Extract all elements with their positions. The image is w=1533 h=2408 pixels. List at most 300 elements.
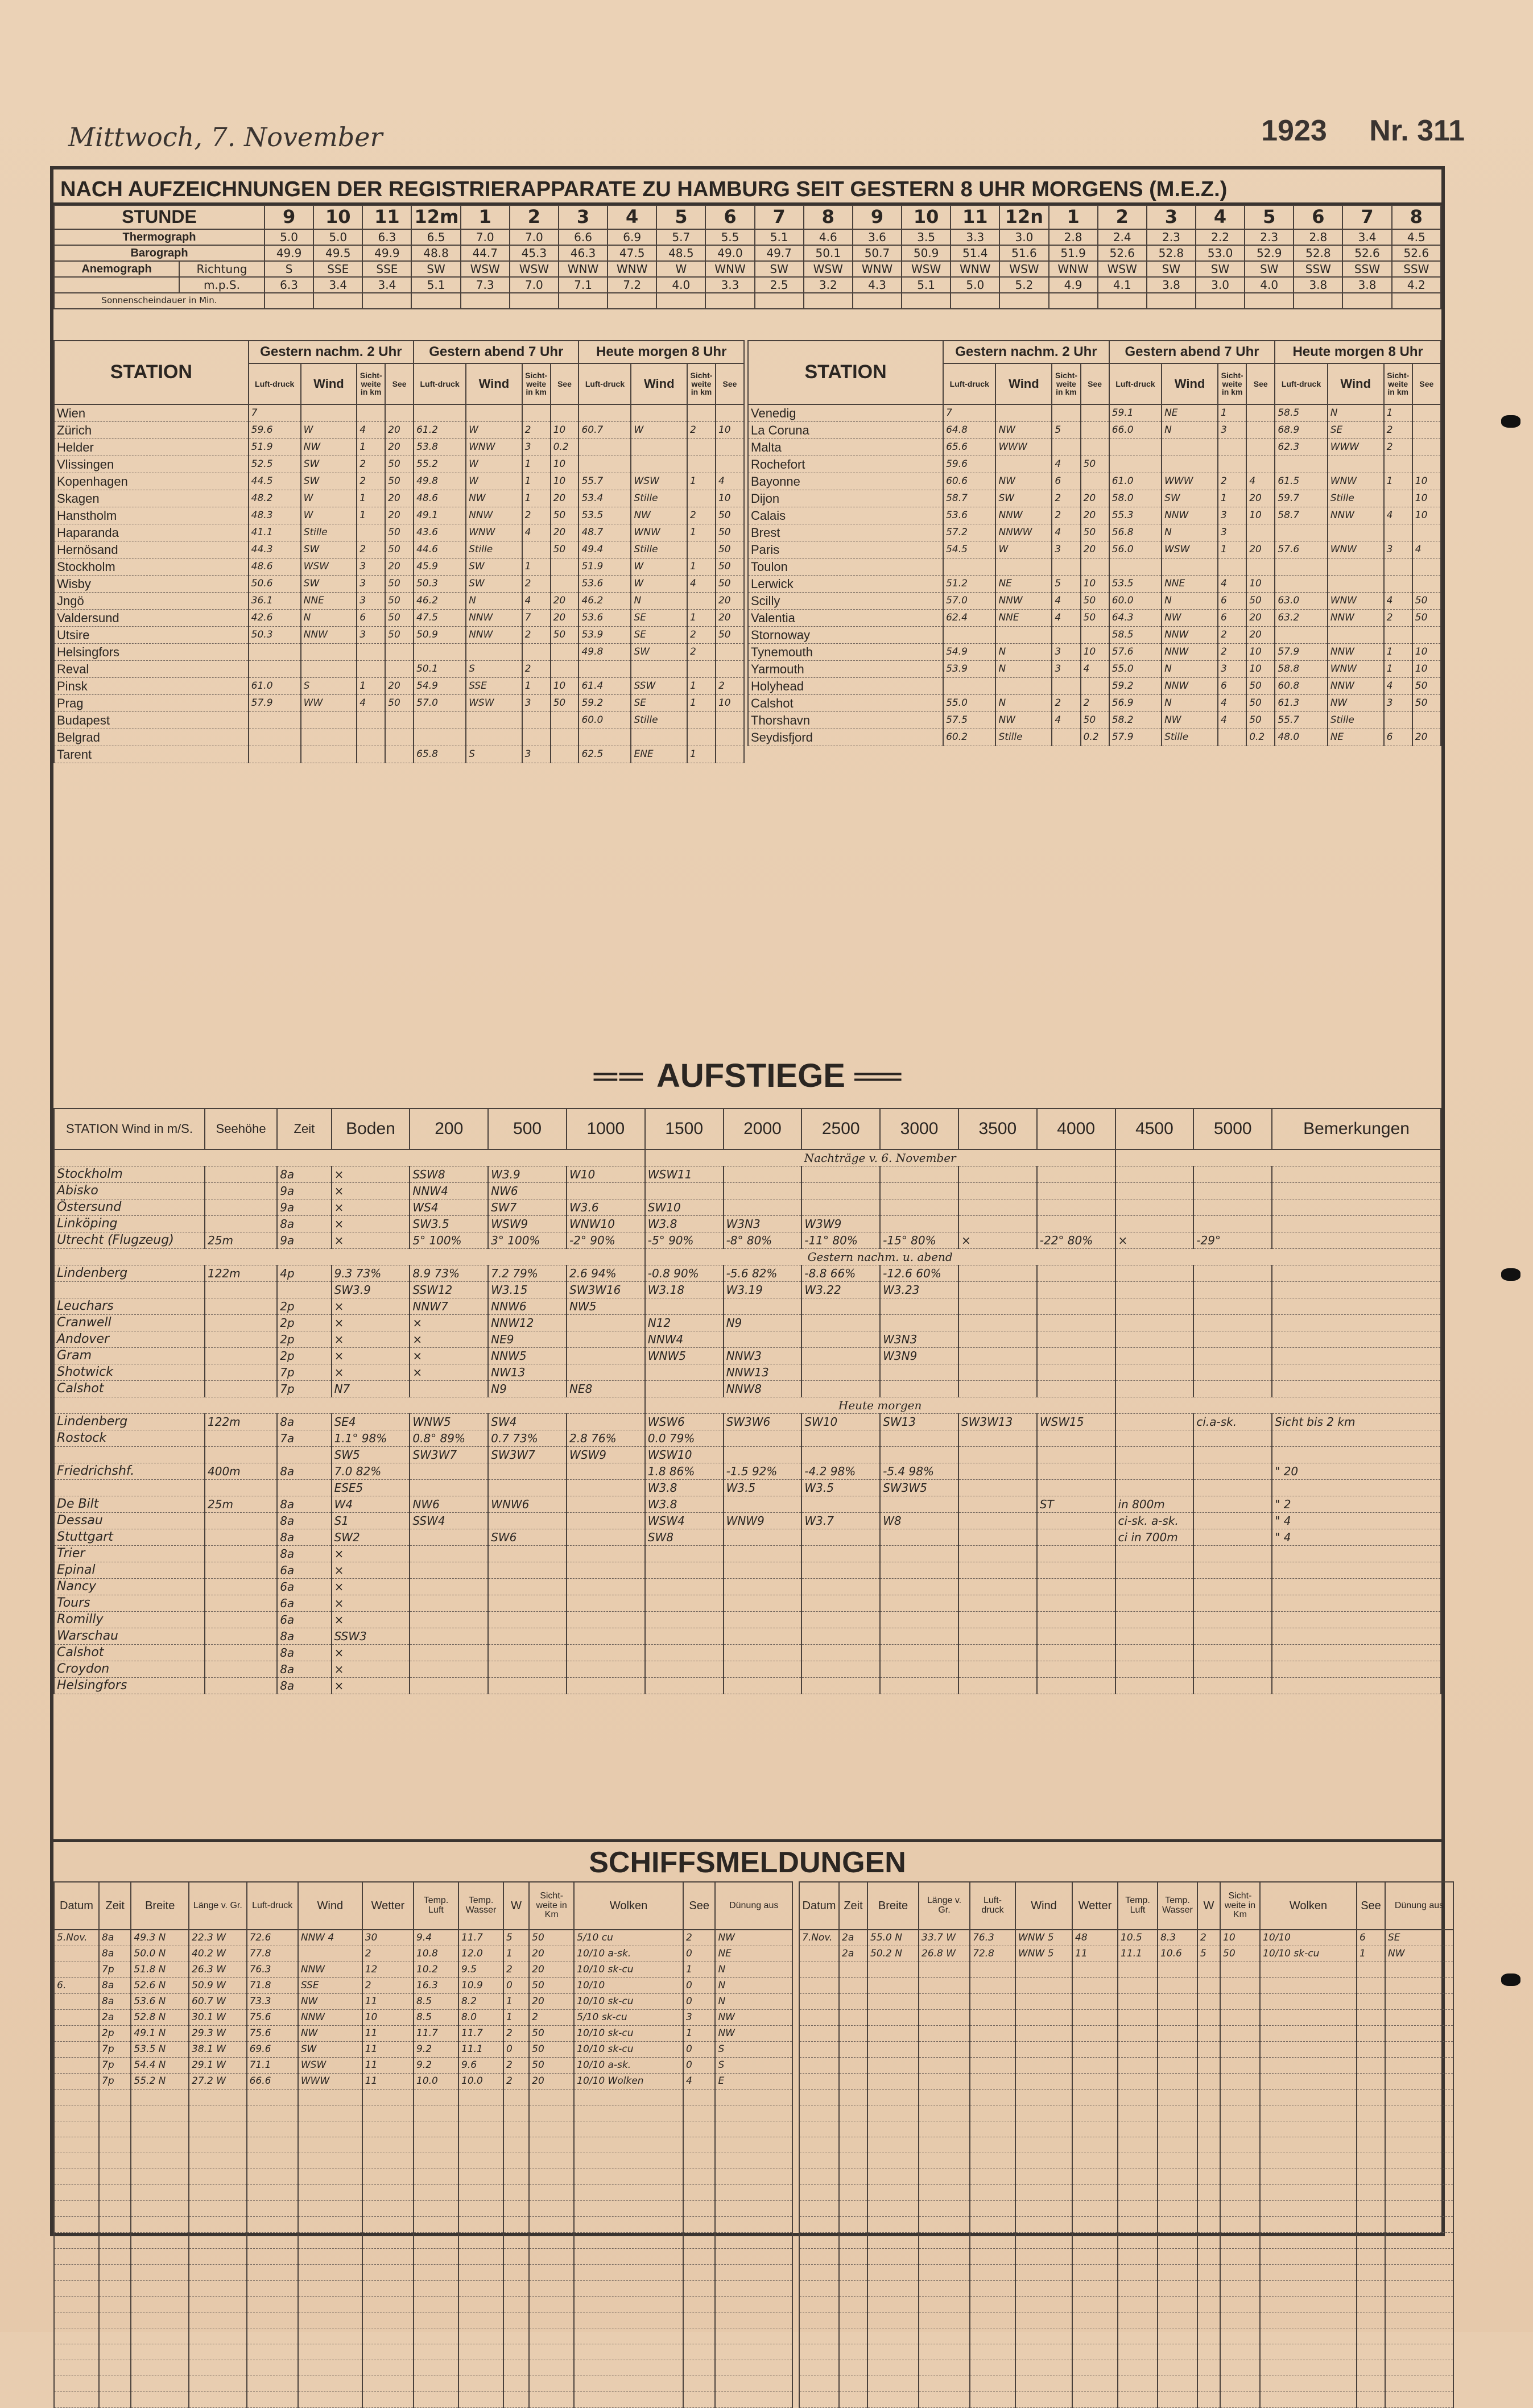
station-value <box>1109 439 1162 456</box>
aufstiege-value: 9a <box>277 1199 331 1216</box>
aufstiege-value <box>645 1595 724 1612</box>
barograph-cell: 51.6 <box>999 245 1048 261</box>
station-value: 1 <box>522 678 551 695</box>
aufstiege-station: Gram <box>54 1348 205 1364</box>
aufstiege-value <box>1193 1331 1272 1348</box>
subheader-luft: Luft-druck <box>414 363 466 404</box>
schiff-row <box>54 2312 792 2328</box>
schiff-row <box>54 2217 792 2233</box>
sonne-cell <box>1342 293 1391 309</box>
schiff-empty <box>1158 2042 1197 2058</box>
aufstiege-value <box>277 1480 331 1496</box>
schiff-empty <box>458 2201 503 2217</box>
station-value <box>1275 456 1327 473</box>
aufstiege-value: × <box>332 1232 410 1249</box>
schiff-value: 2a <box>99 2010 131 2026</box>
issue-number: Nr. 311 <box>1369 114 1465 147</box>
schiff-empty <box>919 2169 970 2185</box>
station-value: 50 <box>1246 695 1275 712</box>
station-value: NW <box>301 439 357 456</box>
aufstiege-value: NW6 <box>410 1496 488 1513</box>
schiff-empty <box>1197 2328 1220 2344</box>
station-value <box>687 490 716 507</box>
aufstiege-value <box>410 1381 488 1397</box>
aufstiege-value <box>1272 1199 1441 1216</box>
schiff-header: Temp. Wasser <box>1158 1882 1197 1930</box>
aufstiege-value: 2p <box>277 1348 331 1364</box>
station-value: 48.0 <box>1275 729 1327 746</box>
station-name: Helder <box>54 439 249 456</box>
station-value <box>995 558 1052 576</box>
aufstiege-value <box>801 1661 880 1678</box>
station-row <box>748 695 1441 712</box>
aufstiege-value: W3.19 <box>724 1282 802 1298</box>
schiff-row <box>799 2392 1453 2408</box>
schiff-empty <box>298 2233 362 2249</box>
station-value: 20 <box>1246 541 1275 558</box>
station-value <box>249 729 301 746</box>
schiff-value: 5/10 cu <box>574 1930 683 1946</box>
barograph-cell: 48.5 <box>656 245 705 261</box>
barograph-cell: 52.8 <box>1294 245 1342 261</box>
station-name: Helsingfors <box>54 644 249 661</box>
schiff-empty <box>1118 1962 1158 1978</box>
aufstiege-header: Seehöhe <box>205 1108 277 1149</box>
schiff-empty <box>683 2328 715 2344</box>
station-name: Scilly <box>748 593 943 610</box>
station-value: SE <box>631 610 687 627</box>
barograph-cell: 44.7 <box>461 245 510 261</box>
schiff-empty <box>1118 2153 1158 2169</box>
schiff-value: S <box>715 2042 792 2058</box>
schiff-empty <box>1072 2233 1118 2249</box>
aufstiege-value: ci in 700m <box>1115 1529 1194 1546</box>
aufstiege-value <box>645 1546 724 1562</box>
aufstiege-value <box>1037 1364 1115 1381</box>
aufstiege-value <box>1193 1579 1272 1595</box>
schiff-empty <box>54 2217 99 2233</box>
schiff-header: W <box>1197 1882 1220 1930</box>
schiff-value: 20 <box>529 1962 574 1978</box>
station-value: W <box>466 422 522 439</box>
schiff-empty <box>298 2090 362 2105</box>
station-name: Thorshavn <box>748 712 943 729</box>
richtung-cell: S <box>265 261 313 277</box>
schiff-empty <box>99 2376 131 2392</box>
schiff-empty <box>1015 2376 1072 2392</box>
aufstiege-value <box>410 1661 488 1678</box>
schiff-empty <box>1118 2010 1158 2026</box>
station-value <box>385 644 414 661</box>
schiff-empty <box>414 2121 458 2137</box>
schiff-empty <box>574 2201 683 2217</box>
schiff-empty <box>1357 2201 1385 2217</box>
schiff-header: Wetter <box>362 1882 414 1930</box>
station-value: 4 <box>1052 524 1080 541</box>
schiff-row <box>799 2169 1453 2185</box>
schiff-value: 4 <box>683 2074 715 2090</box>
schiff-empty <box>1220 2169 1260 2185</box>
station-value <box>522 541 551 558</box>
aufstiege-value: 7.2 79% <box>488 1265 567 1282</box>
schiff-value <box>54 2026 99 2042</box>
station-value: 66.0 <box>1109 422 1162 439</box>
aufstiege-value: W3N3 <box>880 1331 958 1348</box>
barograph-cell: 46.3 <box>559 245 608 261</box>
schiff-empty <box>1357 2169 1385 2185</box>
sonne-cell <box>1245 293 1294 309</box>
schiff-empty <box>919 2105 970 2121</box>
aufstiege-value <box>880 1612 958 1628</box>
station-value <box>716 746 744 763</box>
row-label: STUNDE <box>54 205 265 229</box>
station-value: 58.0 <box>1109 490 1162 507</box>
station-value: 65.6 <box>943 439 995 456</box>
aufstiege-value: 25m <box>205 1496 277 1513</box>
schiff-empty <box>1197 1994 1220 2010</box>
station-name: Belgrad <box>54 729 249 746</box>
schiff-empty <box>414 2201 458 2217</box>
schiff-empty <box>919 1978 970 1994</box>
schiff-empty <box>1357 2058 1385 2074</box>
schiff-empty <box>799 2169 839 2185</box>
schiff-value: 10.0 <box>458 2074 503 2090</box>
schiff-row <box>54 2090 792 2105</box>
station-value <box>1052 678 1080 695</box>
aufstiege-value: N9 <box>488 1381 567 1397</box>
schiff-empty <box>970 2297 1015 2312</box>
registrier-table <box>53 205 1441 309</box>
aufstiege-value <box>205 1562 277 1579</box>
station-value <box>1328 524 1384 541</box>
richtung-cell: WSW <box>999 261 1048 277</box>
schiff-empty <box>1015 2249 1072 2265</box>
schiff-empty <box>362 2090 414 2105</box>
aufstiege-value: W3.23 <box>880 1282 958 1298</box>
schiff-empty <box>867 2010 919 2026</box>
barograph-cell: 48.8 <box>411 245 460 261</box>
station-value <box>579 439 631 456</box>
richtung-cell: WNW <box>705 261 754 277</box>
station-value: 2 <box>522 576 551 593</box>
station-value: SW <box>301 456 357 473</box>
station-row <box>54 507 744 524</box>
schiff-table-right <box>799 1881 1454 2408</box>
station-value: 68.9 <box>1275 422 1327 439</box>
aufstiege-value: NNW13 <box>724 1364 802 1381</box>
schiff-empty <box>970 2010 1015 2026</box>
barograph-cell: 52.8 <box>1147 245 1196 261</box>
barograph-cell: 52.6 <box>1392 245 1441 261</box>
aufstiege-value <box>1037 1331 1115 1348</box>
station-value <box>579 729 631 746</box>
station-value: 20 <box>1246 627 1275 644</box>
aufstiege-value <box>1272 1183 1441 1199</box>
binding-hole-3 <box>1501 1973 1520 1986</box>
thermograph-cell: 5.5 <box>705 229 754 245</box>
schiff-empty <box>1072 2153 1118 2169</box>
schiff-empty <box>1220 2392 1260 2408</box>
station-value: 4 <box>1052 610 1080 627</box>
schiff-empty <box>867 2074 919 2090</box>
aufstiege-value: 8a <box>277 1645 331 1661</box>
schiff-value: 10.0 <box>414 2074 458 2090</box>
station-value: 1 <box>1384 661 1412 678</box>
aufstiege-value: W3N3 <box>724 1216 802 1232</box>
schiff-empty <box>1158 2185 1197 2201</box>
aufstiege-value <box>645 1183 724 1199</box>
aufstiege-value <box>205 1579 277 1595</box>
schiff-value: 50 <box>529 2058 574 2074</box>
schiff-value: NW <box>1385 1946 1453 1962</box>
schiff-empty <box>414 2265 458 2281</box>
aufstiege-value: NE9 <box>488 1331 567 1348</box>
schiff-empty <box>1220 2281 1260 2297</box>
station-value: 51.2 <box>943 576 995 593</box>
station-value: NNW <box>466 627 522 644</box>
richtung-cell: SW <box>1196 261 1245 277</box>
station-value <box>1275 627 1327 644</box>
subheader-sicht: Sicht-weite in km <box>522 363 551 404</box>
station-value: SW <box>466 558 522 576</box>
schiff-empty <box>1197 2392 1220 2408</box>
aufstiege-value: W3.8 <box>645 1480 724 1496</box>
aufstiege-value: " 4 <box>1272 1513 1441 1529</box>
schiff-empty <box>1357 2312 1385 2328</box>
station-value: 50 <box>385 576 414 593</box>
station-name: Prag <box>54 695 249 712</box>
schiff-empty <box>298 2201 362 2217</box>
schiff-empty <box>458 2312 503 2328</box>
station-value: 46.2 <box>579 593 631 610</box>
aufstiege-value: NE8 <box>567 1381 645 1397</box>
aufstiege-value: WNW9 <box>724 1513 802 1529</box>
schiff-row <box>54 2153 792 2169</box>
thermograph-cell: 6.6 <box>559 229 608 245</box>
station-value: N <box>1162 593 1218 610</box>
aufstiege-value <box>567 1463 645 1480</box>
year: 1923 <box>1261 114 1327 147</box>
schiff-empty <box>1015 2360 1072 2376</box>
schiff-empty <box>1158 1978 1197 1994</box>
schiff-empty <box>1197 2105 1220 2121</box>
station-value: NW <box>1162 712 1218 729</box>
schiff-value: 52.8 N <box>131 2010 189 2026</box>
station-value: 3 <box>357 627 385 644</box>
schiff-empty <box>1158 2010 1197 2026</box>
schiff-header: Breite <box>131 1882 189 1930</box>
station-value: 50 <box>1246 678 1275 695</box>
aufstiege-value <box>205 1331 277 1348</box>
schiff-row <box>54 2392 792 2408</box>
aufstiege-value <box>645 1364 724 1381</box>
richtung-cell: WSW <box>461 261 510 277</box>
aufstiege-value <box>801 1166 880 1183</box>
aufstiege-value <box>488 1645 567 1661</box>
mps-cell: 5.1 <box>902 277 951 293</box>
schiff-empty <box>867 1978 919 1994</box>
schiff-empty <box>715 2249 792 2265</box>
aufstiege-value: × <box>332 1315 410 1331</box>
schiff-empty <box>1357 2010 1385 2026</box>
aufstiege-value: WNW10 <box>567 1216 645 1232</box>
station-value: 4 <box>1052 593 1080 610</box>
schiff-empty <box>919 2201 970 2217</box>
station-value: WNW <box>1328 661 1384 678</box>
station-value: 20 <box>1246 610 1275 627</box>
aufstiege-value: 1.1° 98% <box>332 1430 410 1447</box>
schiff-empty <box>1158 2058 1197 2074</box>
aufstiege-value <box>880 1579 958 1595</box>
schiff-empty <box>298 2137 362 2153</box>
schiff-empty <box>683 2201 715 2217</box>
schiff-value: 26.3 W <box>189 1962 247 1978</box>
aufstiege-value: WNW5 <box>410 1414 488 1430</box>
aufstiege-station: Shotwick <box>54 1364 205 1381</box>
schiff-empty <box>683 2185 715 2201</box>
schiff-empty <box>189 2153 247 2169</box>
schiff-empty <box>503 2217 529 2233</box>
aufstiege-value <box>724 1595 802 1612</box>
station-value: NNE <box>995 610 1052 627</box>
aufstiege-value <box>488 1463 567 1480</box>
station-value: 2 <box>687 644 716 661</box>
aufstiege-value <box>1115 1414 1194 1430</box>
schiff-value: NW <box>715 1930 792 1946</box>
station-value <box>1384 456 1412 473</box>
aufstiege-value: W3.6 <box>567 1199 645 1216</box>
schiff-empty <box>54 2185 99 2201</box>
aufstiege-head-row <box>54 1108 1441 1149</box>
schiff-empty <box>362 2360 414 2376</box>
station-value: Stille <box>1162 729 1218 746</box>
schiff-empty <box>1220 2074 1260 2090</box>
aufstiege-value: 8a <box>277 1166 331 1183</box>
schiff-empty <box>683 2312 715 2328</box>
station-table-right <box>747 340 1441 746</box>
schiff-empty <box>1260 2105 1357 2121</box>
sonne-cell <box>1392 293 1441 309</box>
sonne-cell <box>1098 293 1147 309</box>
schiff-value: 5 <box>1197 1946 1220 1962</box>
schiff-empty <box>683 2392 715 2408</box>
schiff-row <box>799 2201 1453 2217</box>
schiff-empty <box>1118 1978 1158 1994</box>
station-value: 2 <box>687 422 716 439</box>
schiff-value: 8.3 <box>1158 1930 1197 1946</box>
schiff-empty <box>458 2281 503 2297</box>
sonne-cell <box>461 293 510 309</box>
richtung-cell: SW <box>1245 261 1294 277</box>
schiff-empty <box>799 1994 839 2010</box>
schiff-row <box>54 2058 792 2074</box>
station-value <box>1384 524 1412 541</box>
schiff-empty <box>799 2249 839 2265</box>
schiff-empty <box>131 2392 189 2408</box>
station-value: 2 <box>357 473 385 490</box>
schiff-header: Datum <box>54 1882 99 1930</box>
schiff-value: 50 <box>529 1930 574 1946</box>
schiff-value: S <box>715 2058 792 2074</box>
station-value: 50 <box>1412 695 1441 712</box>
schiff-empty <box>54 2344 99 2360</box>
schiff-empty <box>574 2297 683 2312</box>
station-value: 0.2 <box>551 439 579 456</box>
station-value: 20 <box>385 439 414 456</box>
schiff-empty <box>247 2217 298 2233</box>
station-value <box>551 746 579 763</box>
schiff-empty <box>1072 2392 1118 2408</box>
schiff-value: 8.0 <box>458 2010 503 2026</box>
thermograph-cell: 3.0 <box>999 229 1048 245</box>
aufstiege-value: 1.8 86% <box>645 1463 724 1480</box>
schiff-empty <box>1220 2105 1260 2121</box>
aufstiege-band-label: Gestern nachm. u. abend <box>645 1249 1115 1265</box>
subheader-see: See <box>1081 363 1109 404</box>
schiff-empty <box>715 2297 792 2312</box>
station-value: WWW <box>995 439 1052 456</box>
schiff-empty <box>1385 2121 1453 2137</box>
aufstiege-value: SSW12 <box>410 1282 488 1298</box>
station-value: WSW <box>301 558 357 576</box>
schiff-empty <box>1118 2344 1158 2360</box>
station-value: NW <box>995 422 1052 439</box>
aufstiege-value <box>801 1315 880 1331</box>
schiff-value <box>54 1994 99 2010</box>
schiff-empty <box>1015 1962 1072 1978</box>
aufstiege-header: 200 <box>410 1108 488 1149</box>
station-value: N <box>995 695 1052 712</box>
aufstiege-value <box>1037 1645 1115 1661</box>
schiff-empty <box>414 2233 458 2249</box>
schiff-empty <box>1197 2121 1220 2137</box>
station-value <box>943 558 995 576</box>
schiff-empty <box>1197 2265 1220 2281</box>
schiff-empty <box>131 2121 189 2137</box>
schiff-empty <box>1385 2010 1453 2026</box>
mps-cell: 3.4 <box>362 277 411 293</box>
station-value: 1 <box>1218 404 1246 422</box>
aufstiege-table <box>53 1108 1441 1694</box>
aufstiege-value: × <box>332 1562 410 1579</box>
station-value: 50 <box>385 610 414 627</box>
schiff-row <box>54 2169 792 2185</box>
station-value: 20 <box>551 490 579 507</box>
station-value <box>551 404 579 422</box>
barograph-cell: 49.5 <box>313 245 362 261</box>
station-value: 60.7 <box>579 422 631 439</box>
schiff-empty <box>529 2281 574 2297</box>
aufstiege-value <box>1193 1562 1272 1579</box>
station-value <box>943 678 995 695</box>
schiff-empty <box>99 2090 131 2105</box>
station-value: NNE <box>301 593 357 610</box>
schiff-empty <box>1260 2074 1357 2090</box>
schiff-empty <box>1220 2360 1260 2376</box>
station-value: 3 <box>1052 661 1080 678</box>
mps-cell: 3.2 <box>804 277 853 293</box>
station-value: 46.2 <box>414 593 466 610</box>
band-spacer <box>54 1149 645 1166</box>
aufstiege-value: SW8 <box>645 1529 724 1546</box>
station-value: 48.3 <box>249 507 301 524</box>
aufstiege-value <box>1037 1513 1115 1529</box>
aufstiege-value: W3.8 <box>645 1496 724 1513</box>
row-label: Anemograph <box>54 261 179 277</box>
aufstiege-value <box>488 1678 567 1694</box>
aufstiege-value <box>205 1678 277 1694</box>
aufstiege-value <box>1115 1447 1194 1463</box>
